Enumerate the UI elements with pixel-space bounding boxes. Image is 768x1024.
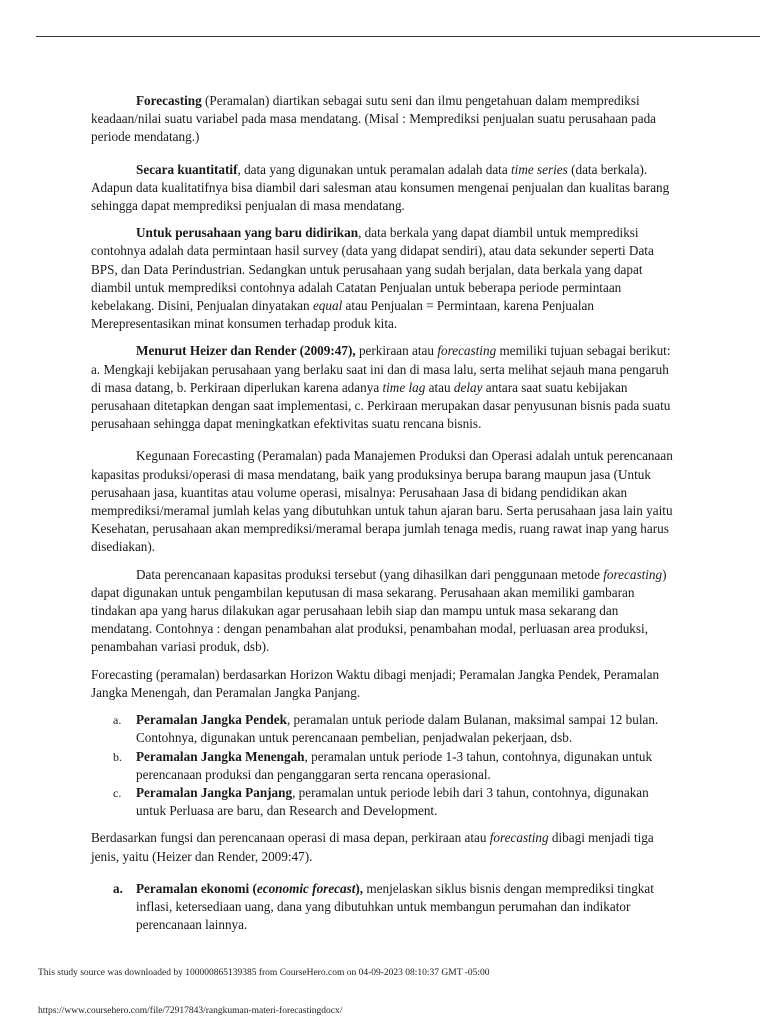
paragraph-text: (data berkala). Adapun data kualitatifnya bisa diambil dari salesman atau konsumen mengenai penjualan dan kualitas barang sehingga dapat memprediksi penjualan di masa mendatang. (91, 161, 670, 214)
paragraph-text: memiliki tujuan sebagai berikut: a. Mengkaji kebijakan perusahaan yang berlaku saat ini dan di masa lalu, serta melihat sejauh mana pengaruh di masa datang, b. Perkiraan diperlukan karena adanya (91, 343, 671, 395)
list-item-text: , peramalan untuk periode dalam Bulanan, maksimal sampai 12 bulan. Contohnya, digunakan untuk perencanaan pembelian, penjadwalan pekerjaan, dsb. (136, 712, 659, 746)
paragraph-text: ) dapat digunakan untuk pengambilan keputusan di masa sekarang. Perusahaan akan memiliki gambaran tindakan apa yang harus dilakukan agar perusahaan lebih siap dan mampu untuk masa sekarang dan mendatang. Contohnya : dengan penambahan alat produksi, penambahan modal, perluasan area produksi, penambahan variasi produk, dsb). (91, 566, 667, 655)
list-item (91, 784, 677, 820)
paragraph-text: (Peramalan) diartikan sebagai sutu seni dan ilmu pengetahuan dalam memprediksi keadaan/nilai suatu variabel pada masa mendatang. (Misal : Memprediksi penjualan suatu perusahaan pada periode mendatang.) (91, 93, 657, 145)
paragraph-text: atau Penjualan = Permintaan, karena Penjualan Merepresentasikan minat konsumen terhadap produk kita. (91, 298, 594, 332)
paragraph-kegunaan (91, 447, 677, 556)
term-emphasis: economic forecast (256, 880, 356, 896)
paragraph-text: Kegunaan Forecasting (Peramalan) pada Manajemen Produksi dan Operasi adalah untuk perencanaan kapasitas produksi/operasi di masa mendatang, baik yang produksinya berupa barang maupun jasa (Untuk perusahaan jasa, kuantitas atau volume operasi, misalnya: Perusahaan Jasa di bidang pendidikan akan memprediksi/meramal jumlah kelas yang dibutuhkan untuk tahun ajaran baru. Serta perusahaan jasa lain yaitu Kesehatan, perusahaan akan memprediksi/meramal berapa jumlah tenaga medis, ruang rawat inap yang harus disediakan). (91, 448, 673, 555)
paragraph-text: dibagi menjadi tiga jenis, yaitu (Heizer dan Render, 2009:47). (91, 830, 654, 864)
term-heizer-render: Menurut Heizer dan Render (2009:47), (136, 343, 356, 359)
paragraph-kuantitatif (91, 161, 677, 216)
list-item-text: menjelaskan siklus bisnis dengan memprediksi tingkat inflasi, ketersediaan uang, dana yang dibutuhkan untuk membangun perumahan dan indikator perencanaan lainnya. (136, 880, 654, 933)
emphasis-text: delay (453, 379, 483, 395)
paragraph-jenis-forecasting (91, 829, 677, 865)
paragraph-text: atau (425, 379, 454, 395)
list-item-economic-forecast (91, 880, 677, 935)
list-item-text: , peramalan untuk periode lebih dari 3 tahun, contohnya, digunakan untuk Perluasa are baru, dan Research and Development. (136, 784, 649, 819)
list-item-term: Peramalan Jangka Panjang (136, 784, 293, 800)
paragraph-text: Berdasarkan fungsi dan perencanaan operasi di masa depan, perkiraan atau (91, 830, 490, 846)
paragraph-text: , data berkala yang dapat diambil untuk memprediksi contohnya adalah data permintaan hasil survey (data yang didapat sendiri), atau data sekunder seperti Data BPS, dan Data Perindustrian. Sedangkan untuk perusahaan yang sudah berjalan, data berkala yang dapat diambil untuk memprediksi contohnya adalah Catatan Penjualan untuk beberapa periode permintaan kebelakang. Disini, Penjualan dinyatakan (91, 225, 654, 314)
emphasis-text: forecasting (437, 343, 497, 359)
emphasis-text: time lag (382, 379, 426, 395)
term-text: Peramalan ekonomi ( (136, 880, 257, 896)
list-item (91, 748, 677, 784)
paragraph-horizon-waktu (91, 666, 677, 702)
list-marker: a. (113, 880, 123, 896)
emphasis-text: forecasting (603, 566, 663, 582)
paragraph-perusahaan-baru (91, 224, 677, 333)
term-kuantitatif: Secara kuantitatif (136, 161, 238, 177)
paragraph-forecasting (91, 92, 677, 147)
term-text: ), (355, 880, 364, 896)
list-item-text: , peramalan untuk periode 1-3 tahun, contohnya, digunakan untuk perencanaan produksi dan penganggaran serta rencana operasional. (136, 748, 653, 782)
emphasis-text: time series (511, 161, 568, 177)
paragraph-text: antara saat suatu kebijakan perusahaan ditetapkan dengan saat implementasi, c. Perkiraan merupakan dasar penyusunan bisnis pada suatu perusahaan sehingga dapat meningkatkan efektivitas suatu rencana bisnis. (91, 379, 671, 432)
list-marker: b. (113, 749, 122, 764)
emphasis-text: equal (312, 298, 343, 314)
paragraph-text: Data perencanaan kapasitas produksi tersebut (yang dihasilkan dari penggunaan metode (136, 566, 604, 582)
list-marker: a. (113, 713, 122, 728)
document-body (91, 92, 677, 934)
list-item (91, 711, 677, 747)
paragraph-text: perkiraan atau (355, 343, 438, 359)
list-item-term: Peramalan Jangka Pendek (136, 712, 287, 728)
list-item-term: Peramalan Jangka Menengah (136, 748, 305, 764)
paragraph-data-perencanaan (91, 566, 677, 657)
paragraph-text: , data yang digunakan untuk peramalan adalah data (237, 161, 511, 177)
download-source-note: This study source was downloaded by 100000865139385 from CourseHero.com on 04-09-2023 08:10:37 GMT -05:00 (38, 968, 490, 978)
term-forecasting: Forecasting (136, 93, 202, 108)
emphasis-text: forecasting (489, 830, 549, 846)
paragraph-text: Forecasting (peramalan) berdasarkan Horizon Waktu dibagi menjadi; Peramalan Jangka Pendek, Peramalan Jangka Menengah, dan Peramalan Jangka Panjang. (91, 666, 660, 700)
source-url[interactable]: https://www.coursehero.com/file/72917843/rangkuman-materi-forecastingdocx/ (38, 1006, 343, 1016)
term-perusahaan-baru: Untuk perusahaan yang baru didirikan (136, 225, 359, 241)
horizon-list (91, 711, 677, 820)
paragraph-heizer-render (91, 342, 677, 433)
list-marker: c. (113, 785, 122, 800)
list-item-term (136, 881, 363, 896)
top-rule (36, 36, 760, 37)
